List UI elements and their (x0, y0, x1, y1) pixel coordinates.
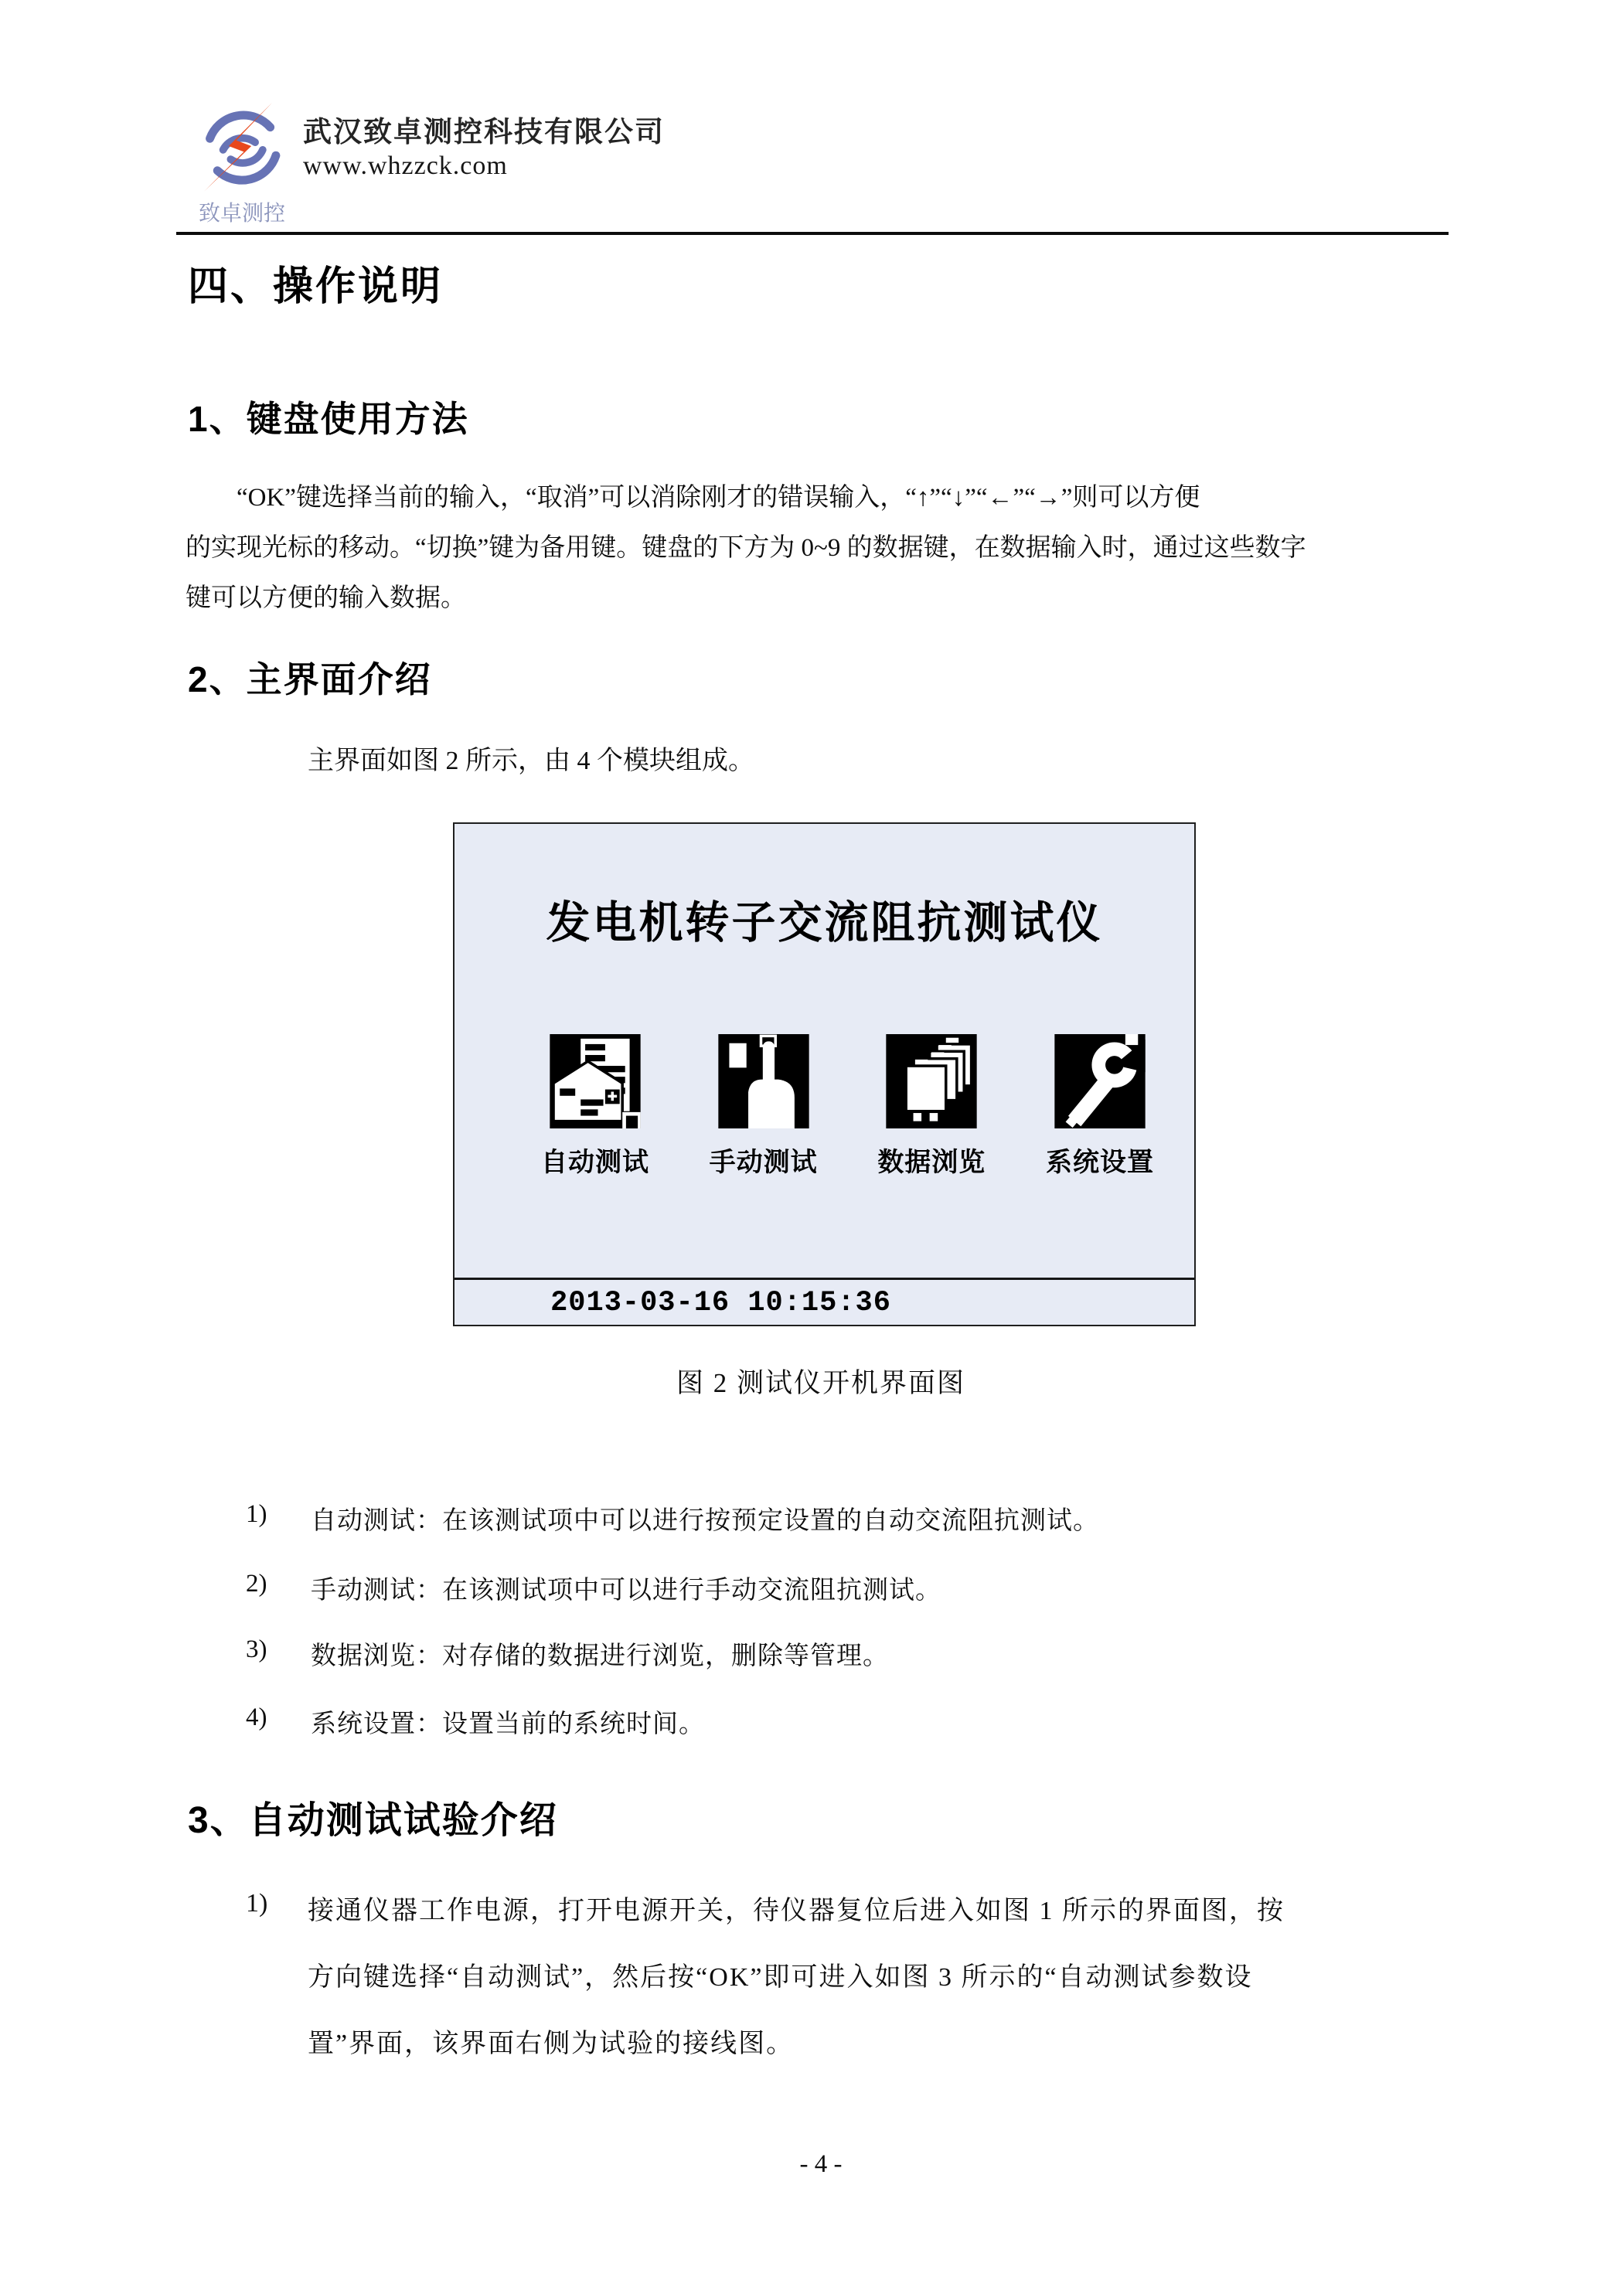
list-item (0, 1635, 1624, 1671)
module-label: 数据浏览 (877, 1148, 986, 1177)
section2-intro: 主界面如图 2 所示，由 4 个模块组成。 (308, 747, 754, 775)
company-name: 武汉致卓测控科技有限公司 (303, 117, 665, 148)
paragraph-line: 的实现光标的移动。“切换”键为备用键。键盘的下方为 0~9 的数据键，在数据输入时，通过这些数字 (186, 534, 1306, 562)
logo-caption: 致卓测控 (198, 201, 285, 225)
device-modules-row (455, 1034, 1194, 1179)
device-screen-figure (453, 822, 1196, 1326)
doc-title: 四、操作说明 (188, 264, 444, 309)
list-item-text: 系统设置：设置当前的系统时间。 (311, 1710, 705, 1738)
paragraph-line: 键可以方便的输入数据。 (186, 584, 466, 612)
module-manual-test (710, 1034, 818, 1179)
section1-heading: 1、键盘使用方法 (188, 399, 469, 439)
paragraph-line: “OK”键选择当前的输入，“取消”可以消除刚才的错误输入，“↑”“↓”“←”“→”则可以方便 (237, 484, 1200, 512)
auto-test-icon (550, 1034, 641, 1128)
module-label: 系统设置 (1045, 1148, 1154, 1177)
list-item (0, 1500, 1624, 1536)
module-label: 自动测试 (541, 1148, 649, 1177)
data-browse-icon (886, 1034, 977, 1128)
paragraph-line: 置”界面，该界面右侧为试验的接线图。 (308, 2030, 795, 2058)
section1-paragraph (186, 473, 1456, 624)
section2-heading: 2、主界面介绍 (188, 659, 432, 699)
paragraph-line: 接通仪器工作电源，打开电源开关，待仪器复位后进入如图 1 所示的界面图，按 (308, 1897, 1285, 1925)
list-item-text: 手动测试：在该测试项中可以进行手动交流阻抗测试。 (311, 1577, 941, 1605)
device-title: 发电机转子交流阻抗测试仪 (546, 899, 1103, 948)
list-item (0, 1570, 1624, 1605)
list-item-number: 3) (246, 1635, 267, 1663)
page-number: - 4 - (799, 2150, 843, 2178)
list-item-text: 数据浏览：对存储的数据进行浏览，删除等管理。 (311, 1642, 889, 1670)
module-data-browse (877, 1034, 986, 1179)
device-timestamp: 2013-03-16 10:15:36 (550, 1287, 891, 1319)
module-system-settings (1046, 1034, 1154, 1179)
list-item (0, 1703, 1624, 1739)
figure-caption: 图 2 测试仪开机界面图 (676, 1368, 965, 1398)
list-item-number: 2) (246, 1570, 267, 1598)
list-item-text: 自动测试：在该测试项中可以进行按预定设置的自动交流阻抗测试。 (311, 1507, 1099, 1535)
section3-heading: 3、自动测试试验介绍 (188, 1800, 558, 1841)
company-website: www.whzzck.com (303, 151, 508, 180)
list-item-number: 1) (246, 1500, 267, 1528)
system-settings-icon (1054, 1034, 1146, 1128)
list-item-number: 4) (246, 1703, 267, 1731)
status-bar (455, 1278, 1194, 1325)
paragraph-line: 方向键选择“自动测试”，然后按“OK”即可进入如图 3 所示的“自动测试参数设 (308, 1963, 1253, 1992)
header-divider (176, 232, 1449, 235)
manual-test-icon (718, 1034, 809, 1128)
company-logo-icon (195, 97, 289, 195)
list-item-number: 1) (246, 1889, 268, 1918)
module-label: 手动测试 (709, 1148, 818, 1177)
module-auto-test (541, 1034, 649, 1179)
